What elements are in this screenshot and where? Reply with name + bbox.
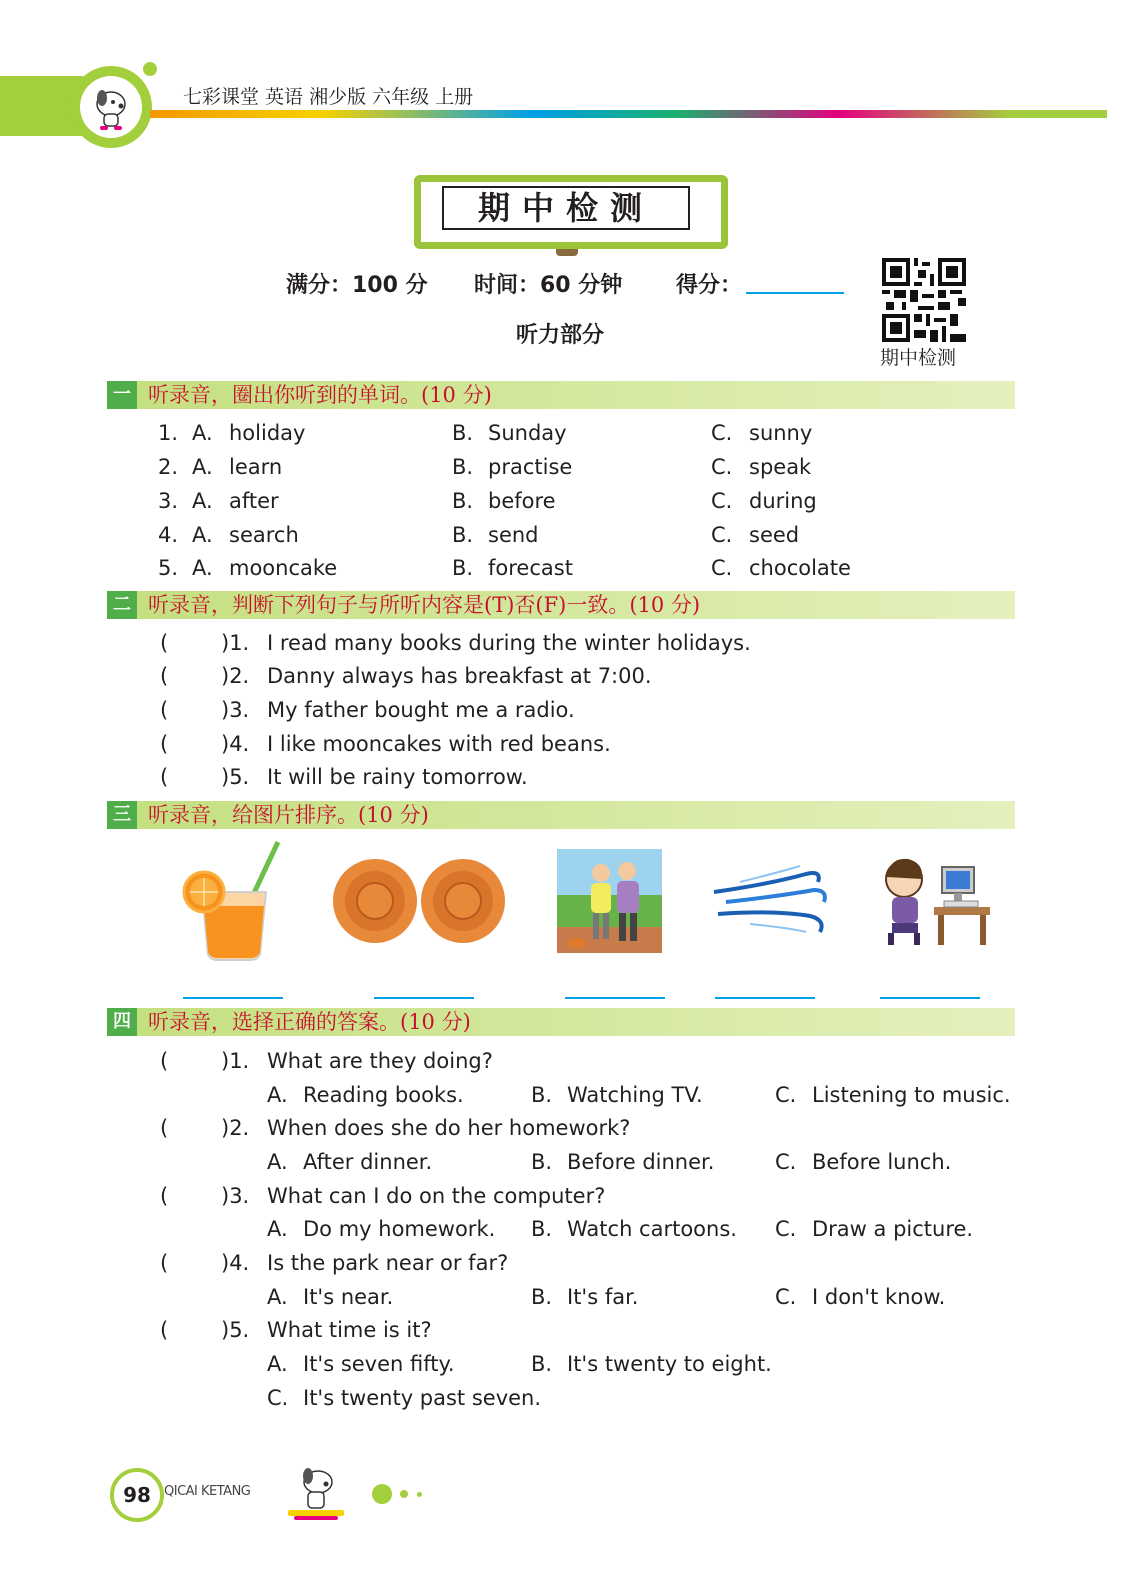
option-label: A. xyxy=(192,455,213,479)
answer-paren[interactable]: ( xyxy=(160,732,169,756)
option-b[interactable]: Sunday xyxy=(488,421,567,445)
option-label: C. xyxy=(711,455,733,479)
exam-title: 期中检测 xyxy=(477,189,654,227)
answer-blank[interactable] xyxy=(374,997,474,999)
option-a[interactable]: after xyxy=(229,489,279,513)
girl-at-computer-icon xyxy=(878,853,992,947)
answer-paren[interactable]: ( xyxy=(160,698,169,722)
option-label: C. xyxy=(775,1285,797,1309)
question-number: )5. xyxy=(221,765,250,789)
section-2-number: 二 xyxy=(107,591,137,619)
footer-dot-small xyxy=(417,1492,422,1497)
question-number: )1. xyxy=(221,1049,250,1073)
answer-blank[interactable] xyxy=(880,997,980,999)
answer-paren[interactable]: ( xyxy=(160,664,169,688)
dog-mascot-icon xyxy=(80,76,142,138)
option-label: B. xyxy=(531,1352,553,1376)
option-a[interactable]: It's near. xyxy=(303,1285,394,1309)
question-number: 3. xyxy=(158,489,179,513)
question-text: What are they doing? xyxy=(267,1049,493,1073)
statement: Danny always has breakfast at 7:00. xyxy=(267,664,652,688)
option-label: C. xyxy=(775,1217,797,1241)
option-label: B. xyxy=(452,556,474,580)
option-a[interactable]: It's seven fifty. xyxy=(303,1352,455,1376)
option-a[interactable]: After dinner. xyxy=(303,1150,433,1174)
option-a[interactable]: holiday xyxy=(229,421,306,445)
option-b[interactable]: send xyxy=(488,523,539,547)
option-label: A. xyxy=(192,556,213,580)
option-b[interactable]: Watching TV. xyxy=(567,1083,703,1107)
option-c[interactable]: sunny xyxy=(749,421,813,445)
option-label: A. xyxy=(267,1285,288,1309)
answer-paren[interactable]: ( xyxy=(160,765,169,789)
option-label: C. xyxy=(267,1386,289,1410)
option-a[interactable]: Do my homework. xyxy=(303,1217,496,1241)
option-label: A. xyxy=(267,1083,288,1107)
question-number: )2. xyxy=(221,664,250,688)
statement: I like mooncakes with red beans. xyxy=(267,732,611,756)
full-score: 满分：100 分 xyxy=(286,273,428,298)
qr-code-icon[interactable] xyxy=(882,258,966,342)
option-b[interactable]: It's twenty to eight. xyxy=(567,1352,772,1376)
question-number: )2. xyxy=(221,1116,250,1140)
mascot-logo xyxy=(80,76,142,138)
grandparents-walking-icon xyxy=(557,849,662,953)
question-number: )5. xyxy=(221,1318,250,1342)
header-rainbow-line xyxy=(150,110,1107,118)
header-dot xyxy=(143,62,157,76)
score-label: 得分： xyxy=(676,273,743,298)
question-text: What time is it? xyxy=(267,1318,432,1342)
question-text: When does she do her homework? xyxy=(267,1116,631,1140)
section-3-title: 听录音，给图片排序。(10 分) xyxy=(148,803,429,827)
answer-paren[interactable]: ( xyxy=(160,1049,169,1073)
option-b[interactable]: practise xyxy=(488,455,573,479)
footer-dot-large xyxy=(372,1484,392,1504)
option-label: C. xyxy=(711,421,733,445)
question-number: )3. xyxy=(221,1184,250,1208)
section-1-number: 一 xyxy=(107,381,137,409)
question-text: Is the park near or far? xyxy=(267,1251,509,1275)
question-number: 1. xyxy=(158,421,179,445)
question-number: )3. xyxy=(221,698,250,722)
option-label: C. xyxy=(775,1083,797,1107)
book-title: 七彩课堂 英语 湘少版 六年级 上册 xyxy=(183,86,474,108)
option-c[interactable]: during xyxy=(749,489,817,513)
option-label: B. xyxy=(452,489,474,513)
part-title: 听力部分 xyxy=(516,323,605,348)
footer-brand: QICAI KETANG xyxy=(164,1484,251,1499)
option-label: A. xyxy=(192,421,213,445)
orange-juice-icon xyxy=(180,840,284,964)
page-number: 98 xyxy=(110,1468,164,1522)
option-label: B. xyxy=(531,1217,553,1241)
section-1-title: 听录音，圈出你听到的单词。(10 分) xyxy=(148,383,492,407)
option-label: A. xyxy=(267,1217,288,1241)
option-label: B. xyxy=(452,455,474,479)
option-c[interactable]: speak xyxy=(749,455,812,479)
option-b[interactable]: forecast xyxy=(488,556,573,580)
mooncakes-icon xyxy=(331,855,507,947)
option-label: B. xyxy=(531,1150,553,1174)
option-label: A. xyxy=(192,489,213,513)
section-4-title: 听录音，选择正确的答案。(10 分) xyxy=(148,1010,471,1034)
option-c[interactable]: Before lunch. xyxy=(812,1150,952,1174)
question-number: 4. xyxy=(158,523,179,547)
answer-blank[interactable] xyxy=(715,997,815,999)
statement: My father bought me a radio. xyxy=(267,698,575,722)
answer-paren[interactable]: ( xyxy=(160,1251,169,1275)
option-c[interactable]: chocolate xyxy=(749,556,851,580)
option-label: B. xyxy=(452,523,474,547)
option-c[interactable]: Draw a picture. xyxy=(812,1217,974,1241)
option-label: B. xyxy=(531,1083,553,1107)
option-label: A. xyxy=(192,523,213,547)
option-c[interactable]: It's twenty past seven. xyxy=(303,1386,542,1410)
footer-dot-medium xyxy=(400,1490,408,1498)
statement: I read many books during the winter holidays. xyxy=(267,631,751,655)
answer-paren[interactable]: ( xyxy=(160,1184,169,1208)
exam-time: 时间：60 分钟 xyxy=(474,273,623,298)
option-label: C. xyxy=(711,523,733,547)
question-number: )4. xyxy=(221,732,250,756)
answer-paren[interactable]: ( xyxy=(160,1318,169,1342)
option-b[interactable]: It's far. xyxy=(567,1285,639,1309)
score-blank[interactable] xyxy=(746,292,844,294)
section-2-title: 听录音，判断下列句子与所听内容是(T)否(F)一致。(10 分) xyxy=(148,593,701,617)
option-c[interactable]: I don't know. xyxy=(812,1285,946,1309)
wind-icon xyxy=(710,862,830,938)
option-a[interactable]: mooncake xyxy=(229,556,338,580)
answer-paren[interactable]: ( xyxy=(160,631,169,655)
option-label: C. xyxy=(711,556,733,580)
question-number: 2. xyxy=(158,455,179,479)
option-b[interactable]: Watch cartoons. xyxy=(567,1217,737,1241)
option-a[interactable]: learn xyxy=(229,455,283,479)
question-number: )1. xyxy=(221,631,250,655)
question-number: )4. xyxy=(221,1251,250,1275)
answer-blank[interactable] xyxy=(183,997,283,999)
option-label: C. xyxy=(775,1150,797,1174)
option-label: B. xyxy=(531,1285,553,1309)
dog-mascot-icon xyxy=(280,1462,352,1524)
option-b[interactable]: before xyxy=(488,489,556,513)
option-c[interactable]: seed xyxy=(749,523,800,547)
option-c[interactable]: Listening to music. xyxy=(812,1083,1011,1107)
answer-blank[interactable] xyxy=(565,997,665,999)
statement: It will be rainy tomorrow. xyxy=(267,765,528,789)
option-label: A. xyxy=(267,1352,288,1376)
option-label: C. xyxy=(711,489,733,513)
qr-caption: 期中检测 xyxy=(880,347,957,369)
option-label: A. xyxy=(267,1150,288,1174)
answer-paren[interactable]: ( xyxy=(160,1116,169,1140)
option-b[interactable]: Before dinner. xyxy=(567,1150,715,1174)
option-a[interactable]: Reading books. xyxy=(303,1083,464,1107)
question-text: What can I do on the computer? xyxy=(267,1184,606,1208)
option-label: B. xyxy=(452,421,474,445)
section-3-number: 三 xyxy=(107,801,137,829)
question-number: 5. xyxy=(158,556,179,580)
option-a[interactable]: search xyxy=(229,523,299,547)
section-4-number: 四 xyxy=(107,1008,137,1036)
